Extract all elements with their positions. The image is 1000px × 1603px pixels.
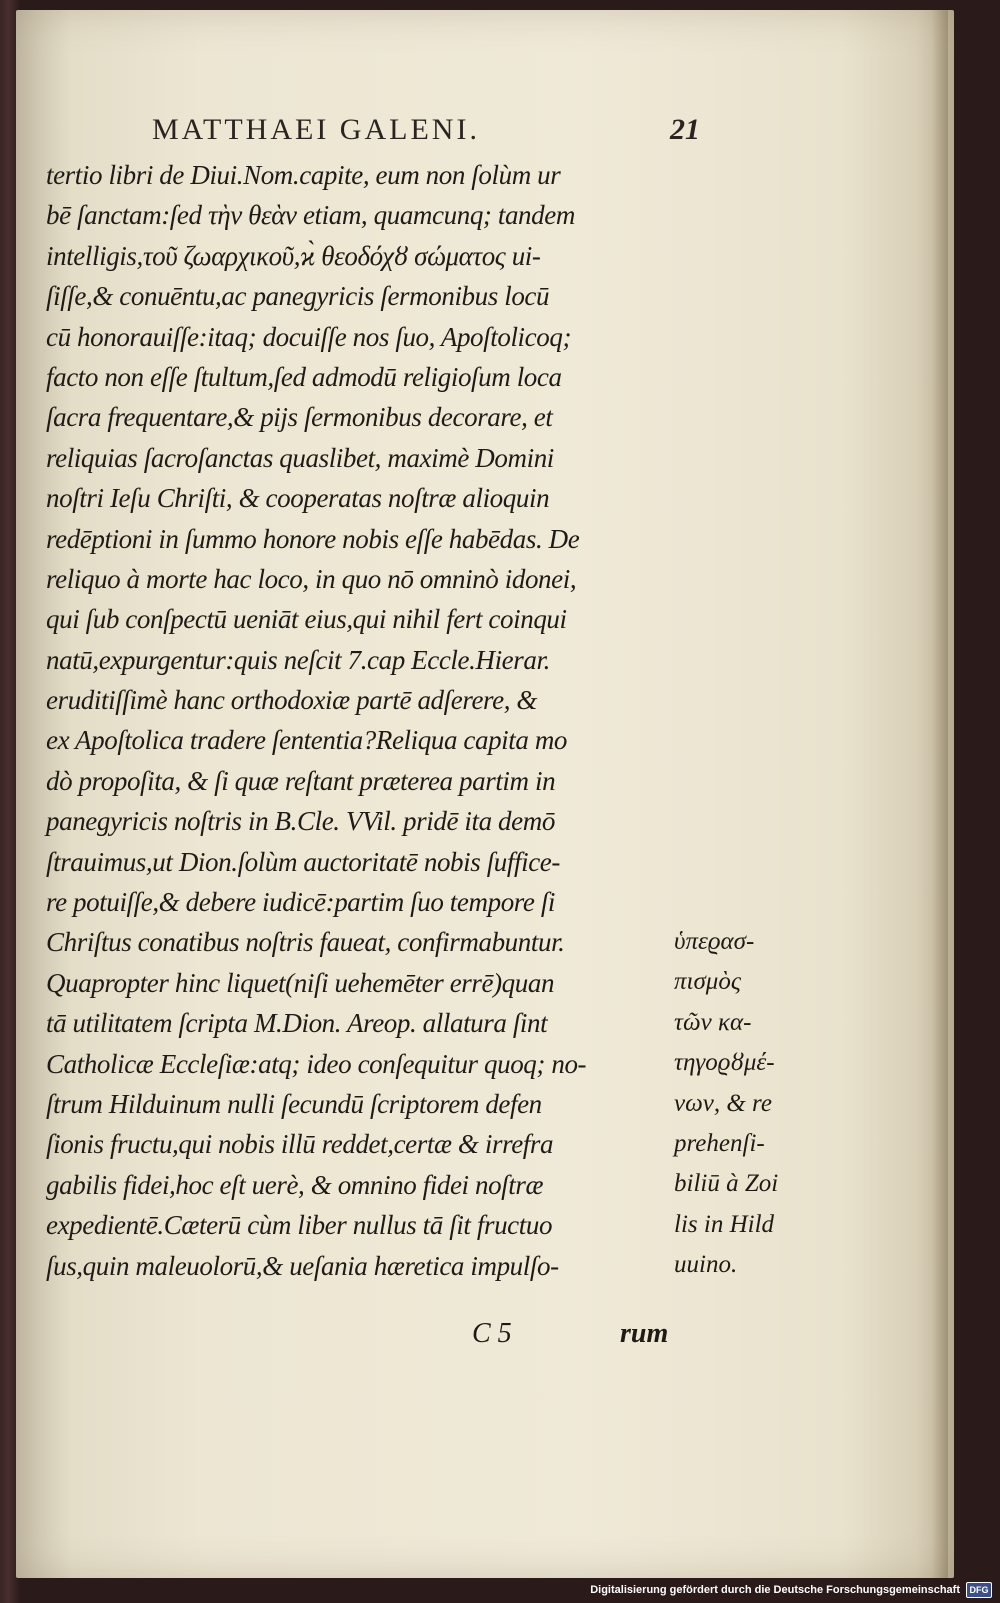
margin-note-line: lis in Hild bbox=[674, 1210, 775, 1238]
margin-note-line: τηγοϱȣμέ- bbox=[674, 1049, 775, 1077]
text-line: facto non eſſe ſtultum,ſed admodū religioſum loca bbox=[46, 361, 562, 392]
text-line: ſionis fructu,qui nobis illū reddet,certæ & irrefra bbox=[46, 1129, 554, 1160]
text-line: dò propoſita, & ſi quæ reſtant præterea partim in bbox=[46, 765, 556, 796]
text-line: gabilis fidei,hoc eſt uerè, & omnino fidei noſtræ bbox=[46, 1169, 544, 1200]
margin-note-line: νων, & re bbox=[674, 1089, 772, 1117]
margin-note-line: biliū à Zoi bbox=[674, 1170, 779, 1198]
text-line: ſtrauimus,ut Dion.ſolùm auctoritatē nobis ſuffice- bbox=[46, 846, 560, 877]
text-line: cū honorauiſſe:itaq; docuiſſe nos ſuo, Apoſtolicoq; bbox=[46, 321, 572, 352]
text-line: ſiſſe,& conuēntu,ac panegyricis ſermonibus locū bbox=[46, 281, 550, 312]
text-line: intelligis,τοῦ ζωαρχικοῦ,ϰ̀ θεοδόχȣ σώματος ui- bbox=[46, 240, 541, 271]
page-edge-shadow bbox=[932, 10, 948, 1578]
margin-note-line: τῶν κα- bbox=[674, 1008, 752, 1036]
catchline bbox=[472, 1318, 712, 1358]
running-head-title: MATTHAEI GALENI. bbox=[152, 113, 480, 146]
text-line: noſtri Ieſu Chriſti, & cooperatas noſtræ alioquin bbox=[46, 483, 550, 514]
text-line: tertio libri de Diui.Nom.capite, eum non ſolùm ur bbox=[46, 160, 561, 190]
running-head bbox=[152, 113, 712, 159]
text-line: redēptioni in ſummo honore nobis eſſe habēdas. De bbox=[46, 523, 580, 554]
funding-credit: Digitalisierung gefördert durch die Deutsche Forschungsgemeinschaft bbox=[590, 1584, 960, 1596]
text-line: tā utilitatem ſcripta M.Dion. Areop. allatura ſint bbox=[46, 1008, 548, 1039]
margin-note bbox=[674, 922, 834, 1286]
digitization-footer bbox=[590, 1579, 992, 1601]
dfg-logo-icon: DFG bbox=[966, 1582, 992, 1598]
text-line: qui ſub conſpectū ueniāt eius,qui nihil fert coinqui bbox=[46, 604, 567, 635]
text-line: natū,expurgentur:quis neſcit 7.cap Eccle.Hierar. bbox=[46, 644, 550, 675]
margin-note-line: uuino. bbox=[674, 1251, 738, 1279]
text-line: panegyricis noſtris in B.Cle. VVil. pridē ita demō bbox=[46, 806, 555, 837]
text-line: re potuiſſe,& debere iudicē:partim ſuo tempore ſi bbox=[46, 887, 556, 918]
text-line: ſacra frequentare,& pijs ſermonibus decorare, et bbox=[46, 402, 553, 433]
text-line: expedientē.Cæterū cùm liber nullus tā ſit fructuo bbox=[46, 1210, 553, 1241]
text-line: bē ſanctam:ſed τὴν θεὰν etiam, quamcunq; tandem bbox=[46, 200, 575, 231]
text-line: ex Apoſtolica tradere ſententia?Reliqua capita mo bbox=[46, 725, 568, 756]
main-text-block bbox=[46, 155, 686, 1286]
page-number: 21 bbox=[670, 113, 700, 146]
text-line: Catholicæ Eccleſiæ:atq; ideo conſequitur quoq; no- bbox=[46, 1048, 587, 1079]
text-line: ſtrum Hilduinum nulli ſecundū ſcriptorem defen bbox=[46, 1088, 542, 1119]
text-line: Chriſtus conatibus noſtris faueat, confirmabuntur. bbox=[46, 927, 565, 958]
text-line: reliquo à morte hac loco, in quo nō omninò idonei, bbox=[46, 563, 577, 594]
signature-mark: C 5 bbox=[472, 1318, 512, 1349]
catchword: rum bbox=[620, 1318, 669, 1349]
margin-note-line: ὑπεϱασ- bbox=[674, 928, 755, 955]
margin-note-line: prehenſi- bbox=[674, 1129, 765, 1157]
text-line: reliquias ſacroſanctas quaslibet, maximè Domini bbox=[46, 442, 554, 473]
text-line: ſus,quin maleuolorū,& ueſania hæretica impulſo- bbox=[46, 1250, 559, 1281]
text-line: Quapropter hinc liquet(niſi uehemēter errē)quan bbox=[46, 967, 555, 998]
margin-note-line: πισμὸς bbox=[674, 968, 741, 996]
text-line: eruditiſſimè hanc orthodoxiæ partē adſerere, & bbox=[46, 685, 538, 716]
